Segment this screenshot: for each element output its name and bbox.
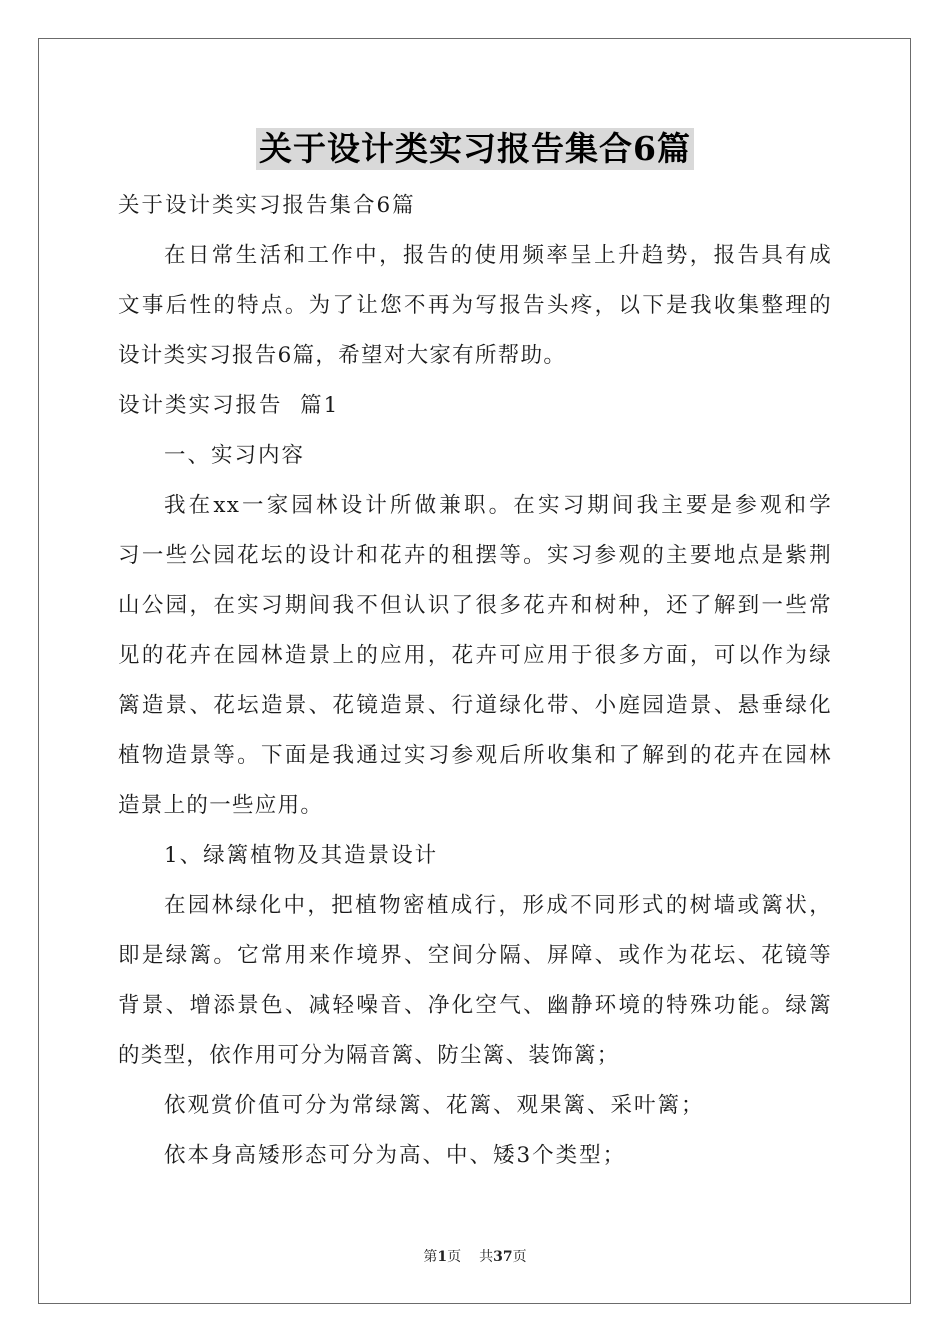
paragraph-line: 文事后性的特点。为了让您不再为写报告头疼，以下是我收集整理的 — [118, 293, 832, 318]
paragraph-line: 习一些公园花坛的设计和花卉的租摆等。实习参观的主要地点是紫荆 — [118, 543, 832, 568]
content-paragraph — [118, 481, 832, 831]
intro-paragraph — [118, 231, 832, 381]
ornamental-line: 依观赏价值可分为常绿篱、花篱、观果篱、采叶篱； — [164, 1093, 705, 1118]
subheading-content: 一、实习内容 — [164, 443, 306, 468]
paragraph-line: 山公园，在实习期间我不但认识了很多花卉和树种，还了解到一些常 — [118, 593, 832, 618]
footer-total-pages: 37 — [493, 1249, 513, 1265]
paragraph-line: 造景上的一些应用。 — [118, 793, 324, 818]
paragraph-line: 即是绿篱。它常用来作境界、空间分隔、屏障、或作为花坛、花镜等 — [118, 943, 832, 968]
hedge-paragraph — [118, 881, 832, 1081]
paragraph-line: 在园林绿化中，把植物密植成行，形成不同形式的树墙或篱状， — [164, 893, 832, 918]
paragraph-line: 在日常生活和工作中，报告的使用频率呈上升趋势，报告具有成 — [164, 243, 832, 268]
paragraph-line: 背景、增添景色、减轻噪音、净化空气、幽静环境的特殊功能。绿篱 — [118, 993, 832, 1018]
height-type-line: 依本身高矮形态可分为高、中、矮3个类型； — [164, 1143, 627, 1168]
subheading-hedge: 1、绿篱植物及其造景设计 — [164, 843, 439, 868]
title-container — [0, 128, 950, 170]
paragraph-line: 设计类实习报告6篇，希望对大家有所帮助。 — [118, 343, 567, 368]
paragraph-line: 的类型，依作用可分为隔音篱、防尘篱、装饰篱； — [118, 1043, 620, 1068]
page-footer — [0, 1246, 950, 1266]
footer-page-number: 1 — [437, 1249, 448, 1265]
paragraph-line: 篱造景、花坛造景、花镜造景、行道绿化带、小庭园造景、悬垂绿化 — [118, 693, 832, 718]
footer-total-suffix: 页 — [512, 1249, 527, 1265]
document-body — [118, 181, 832, 1181]
footer-page-prefix: 第 — [423, 1249, 438, 1265]
subtitle: 关于设计类实习报告集合6篇 — [118, 193, 416, 218]
footer-page-suffix: 页 — [447, 1249, 462, 1265]
paragraph-line: 植物造景等。下面是我通过实习参观后所收集和了解到的花卉在园林 — [118, 743, 832, 768]
paragraph-line: 见的花卉在园林造景上的应用，花卉可应用于很多方面，可以作为绿 — [118, 643, 832, 668]
paragraph-line: 我在xx一家园林设计所做兼职。在实习期间我主要是参观和学 — [164, 493, 832, 518]
document-title: 关于设计类实习报告集合6篇 — [256, 128, 694, 170]
section-heading: 设计类实习报告 篇1 — [118, 393, 340, 418]
footer-total-prefix: 共 — [479, 1249, 494, 1265]
